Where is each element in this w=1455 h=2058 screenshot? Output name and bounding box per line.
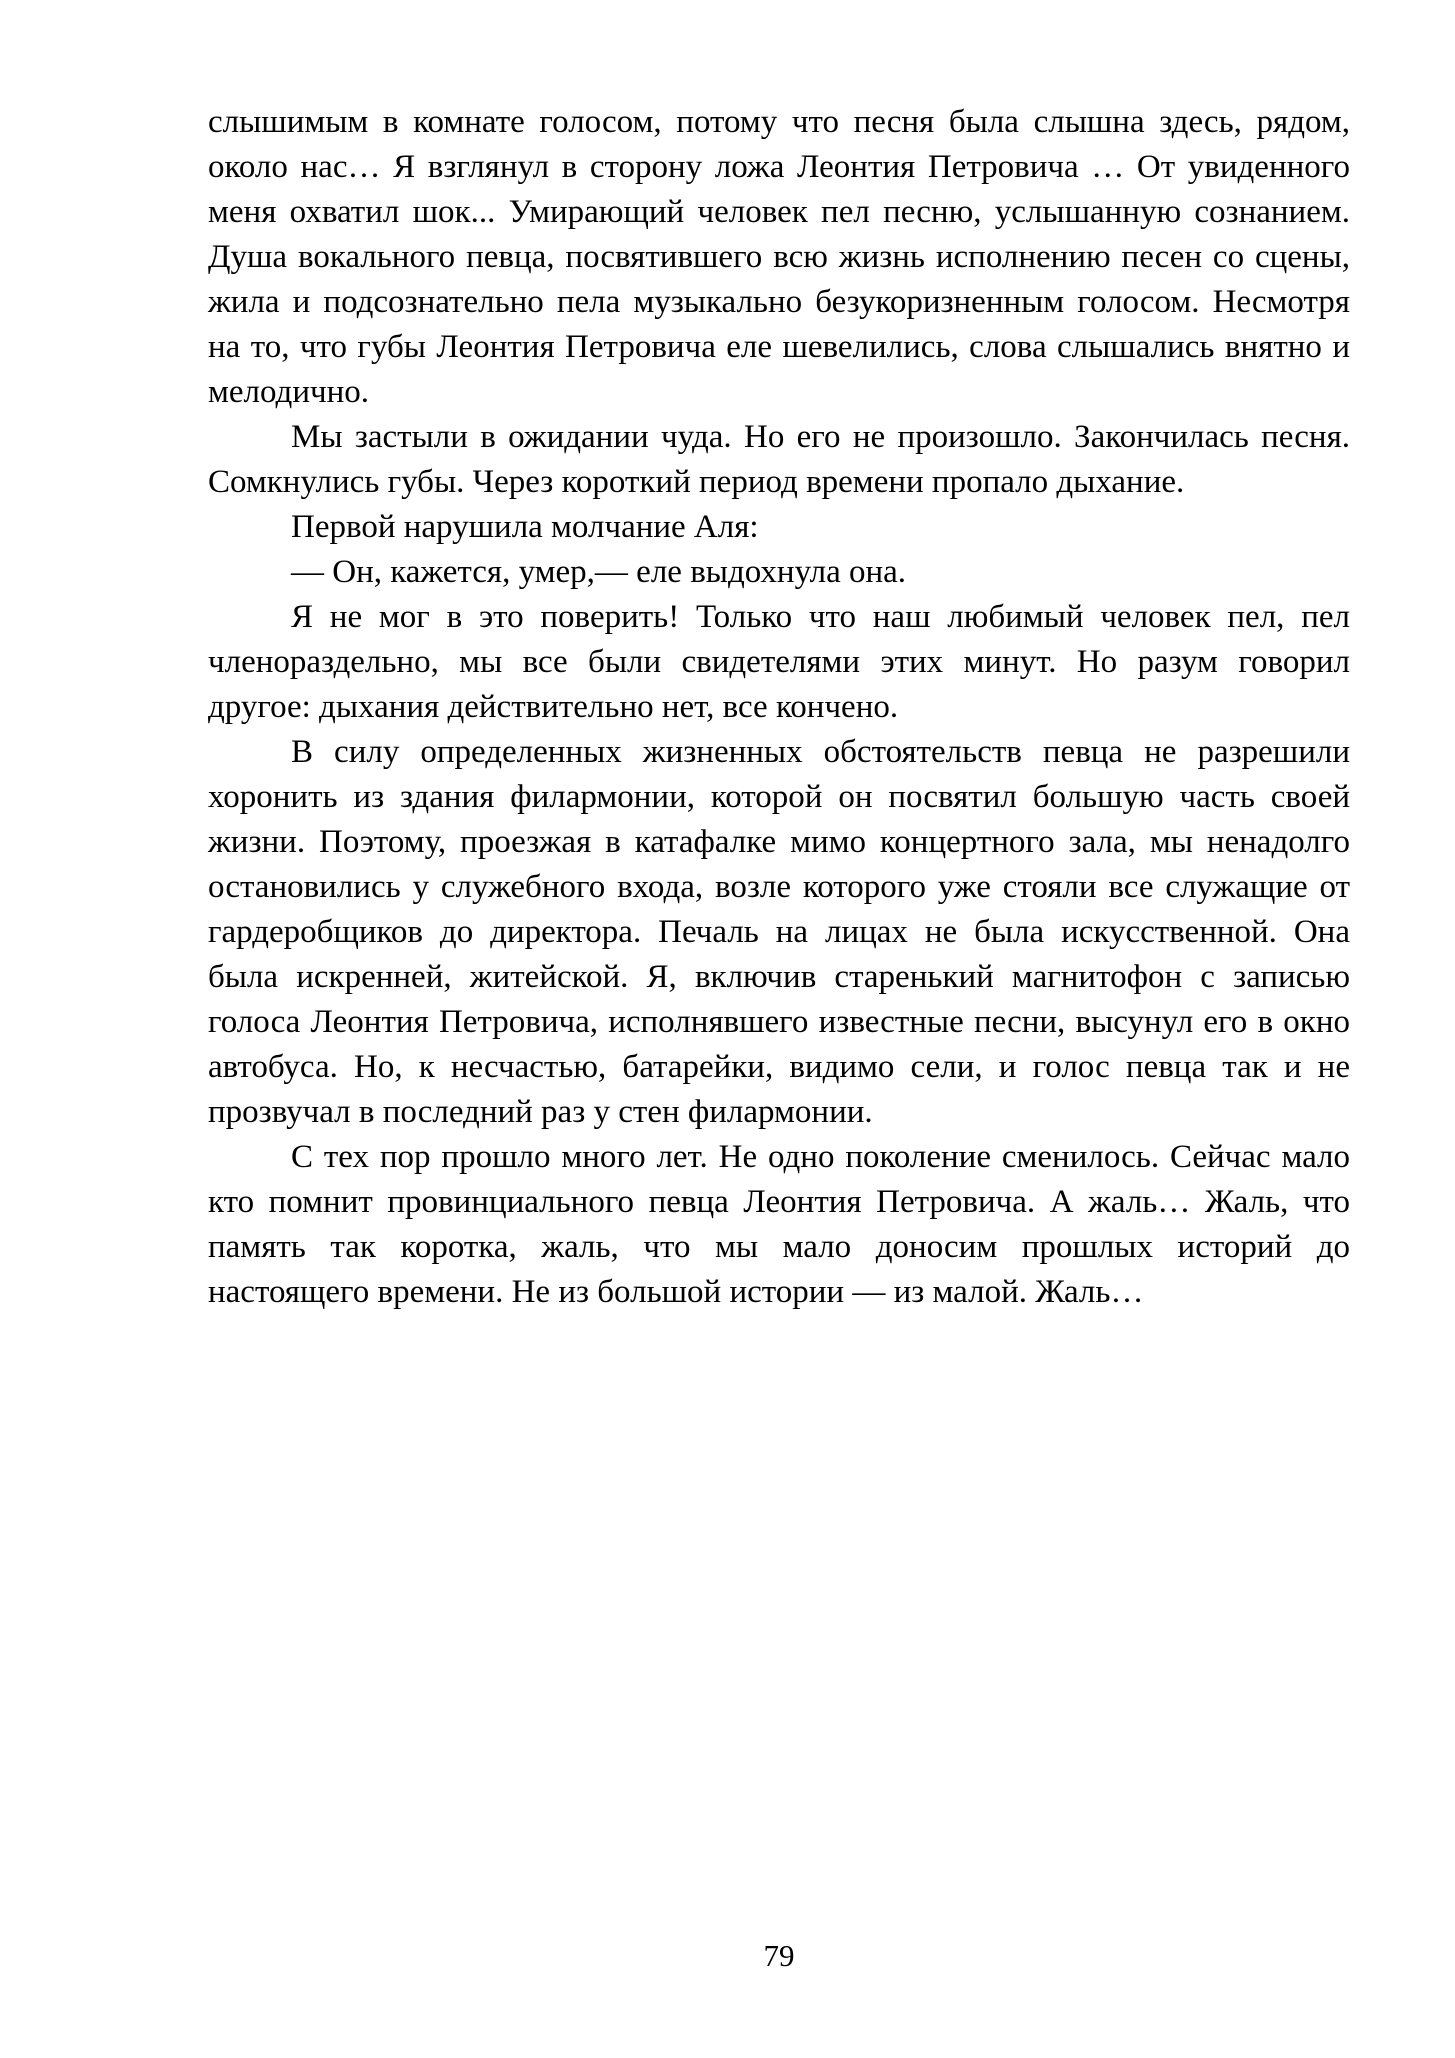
paragraph: слышимым в комнате голосом, потому что песня была слышна здесь, рядом, около нас… Я взглянул в сторону ложа Леонтия Петровича … От увиденного меня охватил шок... Умирающий человек пел песню, услышанную сознанием. Душа вокального певца, посвятившего всю жизнь исполнению песен со сцены, жила и подсознательно пела музыкально безукоризненным голосом. Несмотря на то, что губы Леонтия Петровича еле шевелились, слова слышались внятно и мелодично. bbox=[208, 104, 1350, 410]
paragraph: Мы застыли в ожидании чуда. Но его не произошло. Закончилась песня. Сомкнулись губы. Через короткий период времени пропало дыхание. bbox=[208, 419, 1350, 500]
paragraph: Я не мог в это поверить! Только что наш любимый человек пел, пел членораздельно, мы все были свидетелями этих минут. Но разум говорил другое: дыхания действительно нет, все кончено. bbox=[208, 599, 1350, 725]
text-block bbox=[208, 100, 1350, 1315]
page-number: 79 bbox=[763, 1938, 795, 1973]
paragraph: В силу определенных жизненных обстоятельств певца не разрешили хоронить из здания филармонии, которой он посвятил большую часть своей жизни. Поэтому, проезжая в катафалке мимо концертного зала, мы ненадолго остановились у служебного входа, возле которого уже стояли все служащие от гардеробщиков до директора. Печаль на лицах не была искусственной. Она была искренней, житейской. Я, включив старенький магнитофон с записью голоса Леонтия Петровича, исполнявшего известные песни, высунул его в окно автобуса. Но, к несчастью, батарейки, видимо сели, и голос певца так и не прозвучал в последний раз у стен филармонии. bbox=[208, 734, 1350, 1130]
paragraph: С тех пор прошло много лет. Не одно поколение сменилось. Сейчас мало кто помнит провинциального певца Леонтия Петровича. А жаль… Жаль, что память так коротка, жаль, что мы мало доносим прошлых историй до настоящего времени. Не из большой истории — из малой. Жаль… bbox=[208, 1139, 1350, 1310]
paragraph: — Он, кажется, умер,— еле выдохнула она. bbox=[291, 554, 907, 590]
paragraph: Первой нарушила молчание Аля: bbox=[291, 509, 759, 545]
